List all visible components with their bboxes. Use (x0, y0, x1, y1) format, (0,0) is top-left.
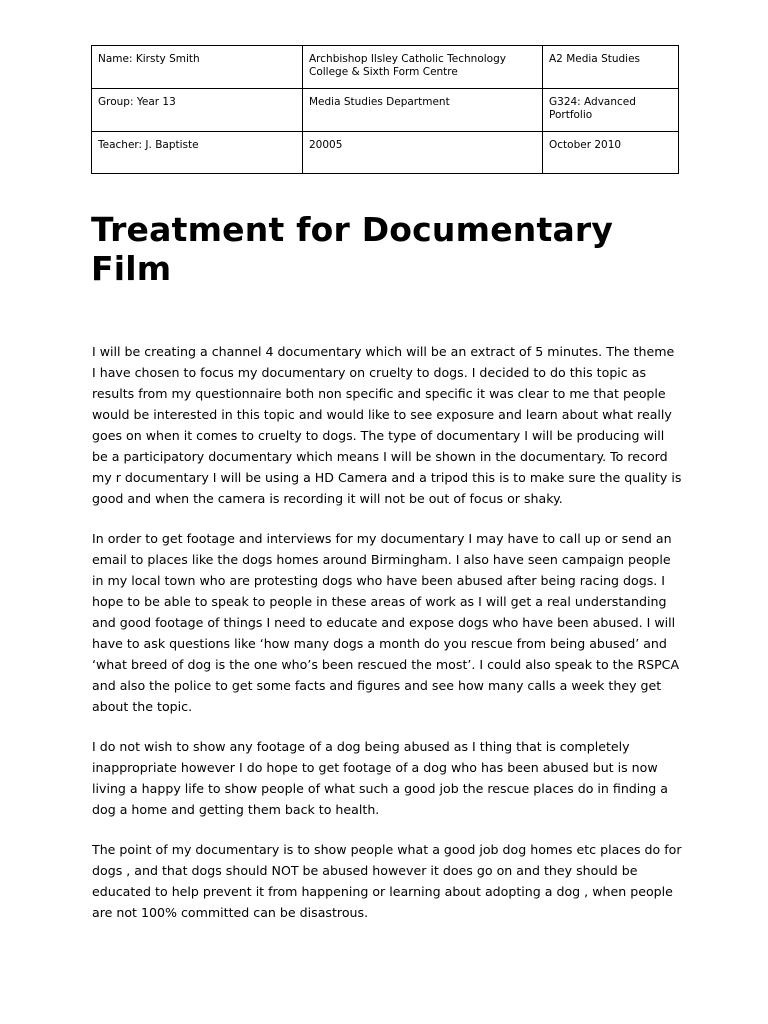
paragraph-purpose: The point of my documentary is to show people what a good job dog homes etc places do for dogs , and that dogs should NOT be abused however it does go on and they should be educated to help prevent it from happening or learning about adopting a dog , when people are not 100% committed can be disastrous. (92, 842, 682, 920)
table-cell: Media Studies Department (303, 89, 543, 132)
paragraph-footage: In order to get footage and interviews for my documentary I may have to call up or send an email to places like the dogs homes around Birmingham. I also have seen campaign people in my local town who are protesting dogs who have been abused after being racing dogs. I hope to be able to speak to people in these areas of work as I will get a real understanding and good footage of things I need to educate and expose dogs who have been abused. I will have to ask questions like ‘how many dogs a month do you rescue from being abused’ and ‘what breed of dog is the one who’s been rescued the most’. I could also speak to the RSPCA and also the police to get some facts and figures and see how many calls a week they get about the topic. (92, 531, 680, 714)
paragraph-content-policy: I do not wish to show any footage of a dog being abused as I thing that is completely inappropriate however I do hope to get footage of a dog who has been abused but is now living a happy life to show people of what such a good job the rescue places do in finding a dog a home and getting them back to health. (92, 739, 668, 817)
table-cell: October 2010 (543, 132, 679, 174)
table-cell: Teacher: J. Baptiste (92, 132, 303, 174)
document-body (92, 341, 682, 942)
document-title: Treatment for Documentary Film (91, 210, 614, 288)
table-cell: Name: Kirsty Smith (92, 46, 303, 89)
paragraph-intro: I will be creating a channel 4 documentary which will be an extract of 5 minutes. The theme I have chosen to focus my documentary on cruelty to dogs. I decided to do this topic as results from my questionnaire both non specific and specific it was clear to me that people would be interested in this topic and would like to see exposure and learn about what really goes on when it comes to cruelty to dogs. The type of documentary I will be producing will be a participatory documentary which means I will be shown in the documentary. To record my r documentary I will be using a HD Camera and a tripod this is to make sure the quality is good and when the camera is recording it will not be out of focus or shaky. (92, 344, 682, 506)
table-row (92, 89, 679, 132)
header-info-table (91, 45, 679, 174)
table-row (92, 46, 679, 89)
table-cell: A2 Media Studies (543, 46, 679, 89)
table-cell: Archbishop Ilsley Catholic Technology College & Sixth Form Centre (303, 46, 543, 89)
table-cell: 20005 (303, 132, 543, 174)
table-cell: G324: Advanced Portfolio (543, 89, 679, 132)
table-cell: Group: Year 13 (92, 89, 303, 132)
table-row (92, 132, 679, 174)
